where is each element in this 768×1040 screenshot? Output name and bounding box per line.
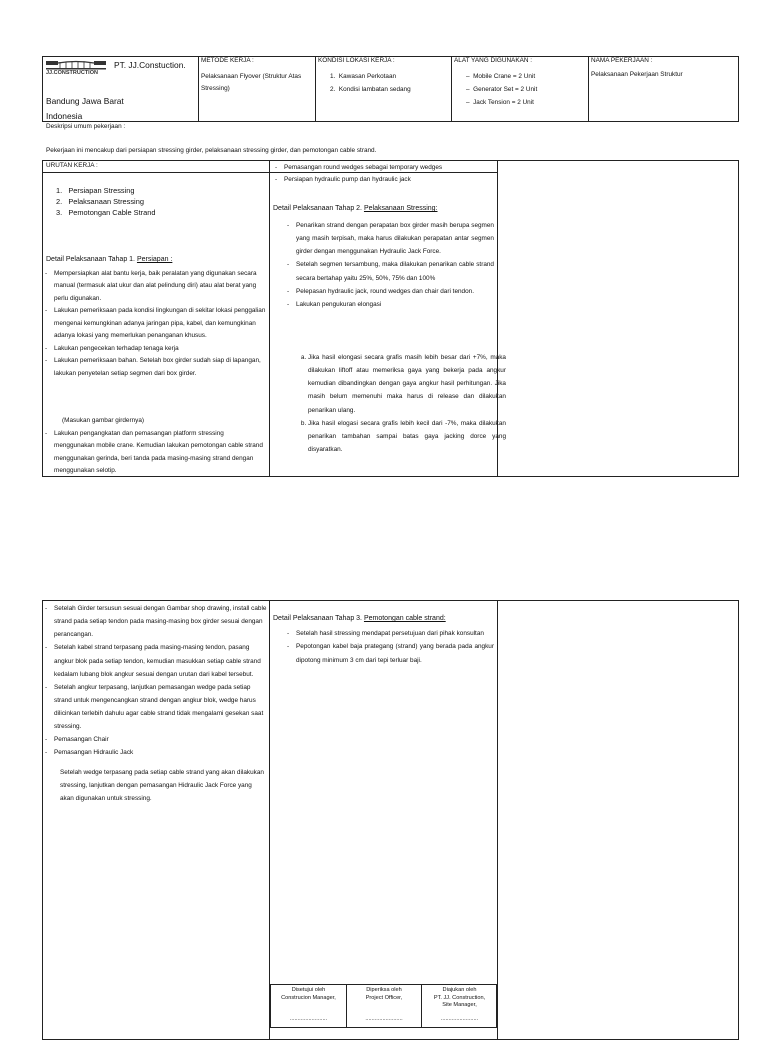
- nama-pekerjaan-title: NAMA PEKERJAAN :: [591, 57, 653, 64]
- list-item: - Lakukan pengukuran elongasi: [286, 298, 494, 311]
- gambar-note: (Masukan gambar girdernya): [62, 417, 145, 424]
- list-item: - Pemasangan Chair: [44, 733, 268, 746]
- kondisi-lokasi-title: KONDISI LOKASI KERJA :: [318, 57, 395, 64]
- list-item: - Setelah hasil stressing mendapat persetujuan dari pihak konsultan: [286, 627, 494, 640]
- persiapan-list: [274, 162, 494, 186]
- list-item: - Persiapan hydraulic pump dan hydraulic jack: [274, 174, 494, 186]
- page2-col1-list: [44, 602, 268, 760]
- list-item: - Penarikan strand dengan perapatan box girder masih berupa segmen yang masih terpisah, maka harus dilakukan perapatan antar segmen girder dengan menggunakan Hydraulic Jack Force.: [286, 219, 494, 258]
- tahap1-last: [44, 428, 266, 478]
- list-item: - Setelah segmen tersambung, maka dilakukan penarikan cable strand secara bertahap yaitu 25%, 50%, 75% dan 100%: [286, 258, 494, 284]
- tahap1-list: [44, 268, 266, 380]
- signature-submitted: Diajukan oleh PT. JJ. Construction, Site Manager, ........................: [433, 987, 486, 1022]
- list-item: - Lakukan pengecekan terhadap tenaga kerja: [44, 343, 266, 355]
- list-item: - Pemasangan round wedges sebagai temporary wedges: [274, 162, 494, 174]
- nama-pekerjaan-body: Pelaksanaan Pekerjaan Struktur: [591, 71, 683, 78]
- metode-kerja-title: METODE KERJA :: [201, 57, 254, 64]
- list-item: - Setelah Girder tersusun sesuai dengan Gambar shop drawing, install cable strand pada setiap tendon pada masing-masing box girder sesuai dengan perancangan.: [44, 602, 268, 641]
- logo-text: JJ.CONSTRUCTION: [46, 70, 98, 76]
- company-name: PT. JJ.Constuction.: [114, 60, 186, 70]
- list-item: - Setelah angkur terpasang, lanjutkan pemasangan wedge pada setiap strand untuk mengencangkan strand dengan angkur blok, wedge harus dilicinkan terlebih dahulu agar cable strand tidak mengalami gesekan saat stressing.: [44, 681, 268, 734]
- signature-checked: Diperiksa oleh Project Officer, ........................: [365, 987, 403, 1023]
- list-item: - Mempersiapkan alat bantu kerja, baik peralatan yang digunakan secara manual (termasuk alat ukur dan alat pelindung diri) atau alat berat yang perlu digunakan.: [44, 268, 266, 305]
- alat-title: ALAT YANG DIGUNAKAN :: [454, 57, 533, 64]
- urutan-kerja-title: URUTAN KERJA :: [46, 162, 98, 169]
- deskripsi-title: Deskripsi umum pekerjaan :: [46, 123, 126, 130]
- list-item: a. Jika hasil elongasi secara grafis masih lebih besar dari +7%, maka dilakukan liftoff atau memeriksa gaya yang bekerja pada angkur kemudian dibandingkan dengan gaya angkur hasil perhitungan. Jika masih belum memenuhi maka harus di release dan dilakukan penarikan ulang.: [308, 351, 506, 417]
- list-item: - Setelah kabel strand terpasang pada masing-masing tendon, pasang angkur blok pada setiap tendon, kemudian masukkan setiap cable strand kedalam lubang blok angkur sesuai dengan urutan dari kabel tersebut.: [44, 641, 268, 680]
- tahap3-list: [286, 627, 494, 667]
- list-item: - Pelepasan hydraulic jack, round wedges dan chair dari tendon.: [286, 285, 494, 298]
- list-item: b. Jika hasil elogasi secara grafis lebih kecil dari -7%, maka dilakukan penarikan tambahan sampai batas gaya jacking dorce yang disyaratkan.: [308, 417, 506, 456]
- tahap2-list: [286, 219, 494, 311]
- list-item: - Pemasangan Hidraulic Jack: [44, 746, 268, 759]
- kondisi-lokasi-list: 1. Kawasan Perkotaan 2. Kondisi lambatan sedang: [330, 73, 411, 93]
- alat-list: – Mobile Crane = 2 Unit – Generator Set = 2 Unit – Jack Tension = 2 Unit: [466, 73, 538, 106]
- page2-col1-tail: Setelah wedge terpasang pada setiap cable strand yang akan dilakukan stressing, lanjutkan dengan pemasangan Hidraulic Jack Force yang akan digunakan untuk stressing.: [60, 769, 264, 803]
- elongasi-sublist: [296, 351, 506, 456]
- signature-approved: Disetujui oleh Construcion Manager, ........................: [281, 987, 336, 1023]
- company-city: Bandung Jawa Barat: [46, 96, 124, 106]
- list-item: - Pepotongan kabel baja prategang (strand) yang berada pada angkur dipotong minimum 3 cm dari tepi terluar baji.: [286, 640, 494, 667]
- list-item: - Lakukan pemeriksaan bahan. Setelah box girder sudah siap di lapangan, lakukan penyetelan setiap segmen dari box girder.: [44, 355, 266, 380]
- tahap1-heading: Detail Pelaksanaan Tahap 1. Persiapan :: [46, 256, 173, 263]
- urutan-kerja-list: 1. Persiapan Stressing 2. Pelaksanaan Stressing 3. Pemotongan Cable Strand: [56, 186, 156, 218]
- deskripsi-body: Pekerjaan ini mencakup dari persiapan stressing girder, pelaksanaan stressing girder, dan pemotongan cable strand.: [46, 147, 377, 154]
- tahap2-heading: Detail Pelaksanaan Tahap 2. Pelaksanaan Stressing:: [273, 205, 438, 212]
- list-item: - Lakukan pengangkatan dan pemasangan platform stressing menggunakan mobile crane. Kemudian lakukan pemotongan cable strand menggunakan gerinda, beri tanda pada masing-masing strand dengan menggunakan selotip.: [44, 428, 266, 478]
- company-country: Indonesia: [46, 111, 83, 121]
- list-item: - Lakukan pemeriksaan pada kondisi lingkungan di sekitar lokasi penggalian mengenai kemungkinan adanya jaringan pipa, kabel, dan kemungkinan adanya lokasi yang memerlukan penanganan khusus.: [44, 305, 266, 342]
- tahap3-heading: Detail Pelaksanaan Tahap 3. Pemotongan cable strand:: [273, 615, 446, 622]
- metode-kerja-body: Pelaksanaan Flyover (Struktur Atas Stressing): [201, 73, 302, 93]
